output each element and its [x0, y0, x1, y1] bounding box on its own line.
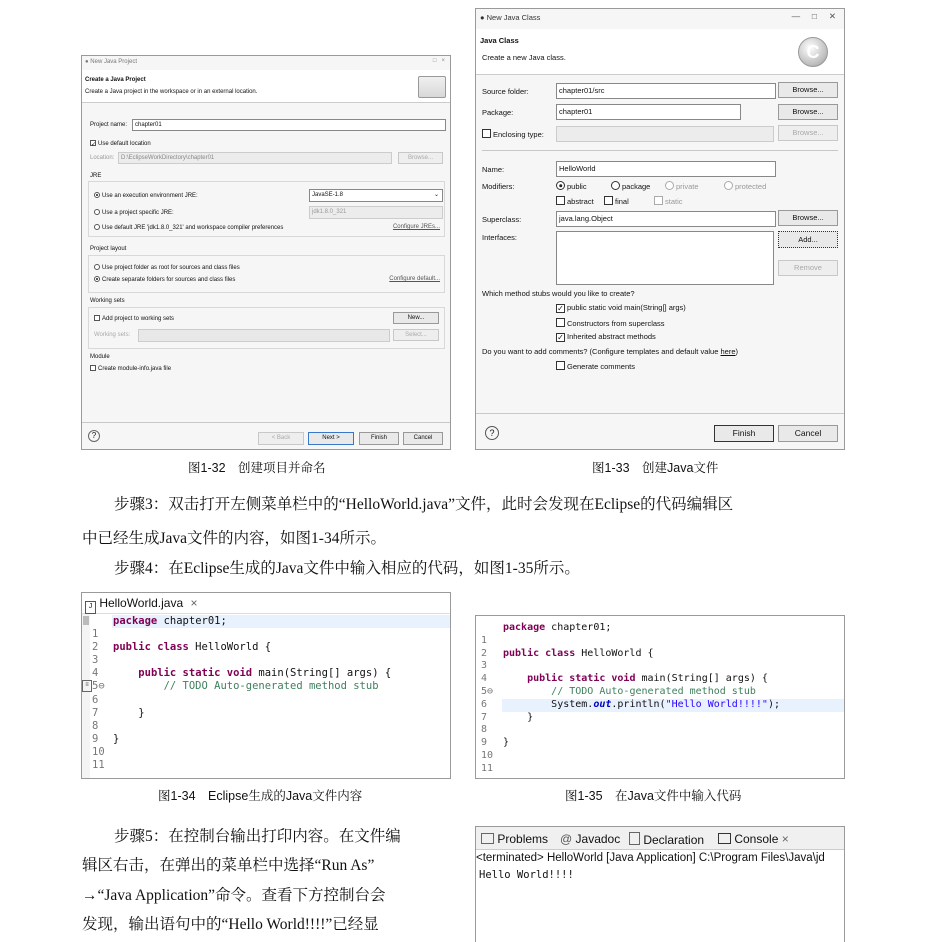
problems-icon	[481, 833, 494, 844]
window-controls[interactable]: □ ×	[432, 58, 445, 64]
modifier-public-radio[interactable]: public	[556, 181, 587, 191]
line-numbers: 1 2 3 4 5⊖ 6 7 8 9 10 11	[92, 628, 105, 772]
superclass-input[interactable]: java.lang.Object	[556, 211, 776, 227]
browse-source-button[interactable]: Browse...	[778, 82, 838, 98]
help-icon[interactable]: ?	[88, 430, 100, 442]
dialog-title: ● New Java Class	[480, 13, 541, 22]
tab-problems[interactable]: Problems	[481, 832, 548, 846]
source-folder-label: Source folder:	[482, 87, 529, 96]
name-label: Name:	[482, 165, 505, 174]
editor-ruler	[82, 614, 90, 778]
caption-fig-1-34: 图1-34 Eclipse生成的Java文件内容	[158, 789, 363, 803]
tab-declaration[interactable]: Declaration	[629, 832, 704, 847]
console-icon	[718, 833, 731, 844]
browse-package-button[interactable]: Browse...	[778, 104, 838, 120]
section-divider	[482, 150, 838, 151]
create-module-checkbox[interactable]: Create module-info.java file	[90, 365, 171, 372]
new-java-class-dialog	[475, 8, 845, 450]
stubs-question: Which method stubs would you like to create?	[482, 289, 635, 298]
source-folder-input[interactable]: chapter01/src	[556, 83, 776, 99]
cancel-button[interactable]: Cancel	[778, 425, 838, 442]
dialog-banner	[476, 29, 844, 75]
working-sets-label: Working sets:	[94, 332, 131, 338]
modifier-private-radio[interactable]: private	[665, 181, 699, 191]
working-sets-group	[88, 307, 445, 349]
module-group-label: Module	[90, 354, 110, 360]
finish-button[interactable]: Finish	[714, 425, 774, 442]
interfaces-list[interactable]	[556, 231, 774, 285]
superclass-label: Superclass:	[482, 215, 522, 224]
select-working-sets-button[interactable]: Select...	[393, 329, 439, 341]
step5-line1: 步骤5：在控制台输出打印内容。在文件编	[114, 828, 401, 845]
java-file-icon: J	[85, 601, 96, 614]
project-name-label: Project name:	[90, 122, 128, 128]
jre-project-specific-radio[interactable]: Use a project specific JRE:	[94, 209, 174, 216]
jre-specific-select[interactable]: jdk1.8.0_321	[309, 206, 443, 219]
bookmark-marker	[83, 616, 89, 625]
working-sets-select[interactable]	[138, 329, 390, 342]
enclosing-type-input[interactable]	[556, 126, 774, 142]
banner-title: Create a Java Project	[85, 77, 146, 83]
project-name-input[interactable]: chapter01	[132, 119, 446, 131]
add-to-working-sets-checkbox[interactable]: Add project to working sets	[94, 315, 174, 322]
editor-tab[interactable]: J HelloWorld.java ×	[85, 596, 198, 614]
use-default-location-checkbox[interactable]: ✓ Use default location	[91, 141, 151, 148]
new-working-set-button[interactable]: New...	[393, 312, 439, 324]
caption-fig-1-35: 图1-35 在Java文件中输入代码	[565, 789, 742, 803]
new-java-project-dialog	[81, 55, 451, 450]
close-icon[interactable]: ×	[781, 832, 789, 846]
modifier-package-radio[interactable]: package	[611, 181, 650, 191]
jre-execution-env-radio[interactable]: Use an execution environment JRE:	[94, 192, 198, 199]
folder-icon	[418, 76, 446, 98]
declaration-icon	[629, 832, 640, 845]
layout-group	[88, 255, 445, 293]
name-input[interactable]: HelloWorld	[556, 161, 776, 177]
stub-constructors-checkbox[interactable]: Constructors from superclass	[556, 318, 665, 328]
modifier-abstract-checkbox[interactable]: abstract	[556, 196, 594, 206]
modifiers-label: Modifiers:	[482, 182, 515, 191]
banner-subtitle: Create a new Java class.	[482, 53, 566, 62]
footer-divider	[82, 422, 450, 423]
working-sets-group-label: Working sets	[90, 298, 125, 304]
step3-line2: 中已经生成Java文件的内容，如图1-34所示。	[82, 530, 386, 547]
generate-comments-checkbox[interactable]: Generate comments	[556, 361, 635, 371]
browse-location-button[interactable]: Browse...	[398, 152, 443, 164]
layout-root-radio[interactable]: Use project folder as root for sources and class files	[94, 264, 240, 271]
step5-line3: →“Java Application”命令。查看下方控制台会	[82, 887, 386, 904]
window-controls[interactable]: — □ ✕	[791, 11, 836, 21]
line-numbers: 1 2 3 4 5⊖ 6 7 8 9 10 11	[481, 634, 494, 774]
add-interface-button[interactable]: Add...	[778, 231, 838, 248]
editor-with-code	[475, 615, 845, 779]
banner-subtitle: Create a Java project in the workspace or in an external location.	[85, 89, 258, 95]
stub-main-checkbox[interactable]: ✓ public static void main(String[] args)	[557, 303, 686, 313]
remove-interface-button[interactable]: Remove	[778, 260, 838, 276]
help-icon[interactable]: ?	[485, 426, 499, 440]
configure-default-link[interactable]: Configure default...	[389, 276, 440, 282]
dialog-banner	[82, 70, 450, 103]
at-icon: @	[560, 832, 573, 846]
close-icon[interactable]: ×	[190, 596, 198, 610]
jre-group-label: JRE	[90, 173, 102, 179]
console-status: <terminated> HelloWorld [Java Application] C:\Program Files\Java\jd	[476, 852, 825, 864]
layout-separate-radio[interactable]: Create separate folders for sources and class files	[94, 276, 235, 283]
location-input[interactable]: D:\EclipseWorkDirectory\chapter01	[118, 152, 392, 164]
cancel-button[interactable]: Cancel	[403, 432, 443, 445]
stub-inherited-checkbox[interactable]: ✓ Inherited abstract methods	[557, 332, 656, 342]
footer-divider	[476, 413, 844, 414]
editor-generated	[81, 592, 451, 779]
modifier-final-checkbox[interactable]: final	[604, 196, 629, 206]
chevron-down-icon: ⌄	[433, 192, 439, 198]
finish-button[interactable]: Finish	[359, 432, 399, 445]
eclipse-icon: ●	[480, 13, 485, 22]
step5-line2: 辑区右击，在弹出的菜单栏中选择“Run As”	[82, 857, 375, 874]
tab-console[interactable]: Console ×	[718, 832, 789, 846]
configure-jres-link[interactable]: Configure JREs...	[392, 224, 440, 230]
tab-javadoc[interactable]: @ Javadoc	[560, 832, 621, 846]
console-output: Hello World!!!!	[479, 869, 574, 881]
jre-env-select[interactable]: JavaSE-1.8 ⌄	[309, 189, 443, 202]
banner-title: Java Class	[480, 36, 519, 45]
package-input[interactable]: chapter01	[556, 104, 741, 120]
step3-line1: 步骤3：双击打开左侧菜单栏中的“HelloWorld.java”文件，此时会发现在Eclipse的代码编辑区	[114, 496, 734, 513]
step5-line4: 发现，输出语句中的“Hello World!!!!”已经显	[82, 916, 379, 933]
step4-paragraph: 步骤4：在Eclipse生成的Java文件中输入相应的代码，如图1-35所示。	[114, 560, 580, 577]
browse-superclass-button[interactable]: Browse...	[778, 210, 838, 226]
task-marker-icon: ≡	[82, 680, 92, 692]
next-button[interactable]: Next >	[308, 432, 354, 445]
class-wizard-icon: C	[798, 37, 828, 67]
back-button[interactable]: < Back	[258, 432, 304, 445]
comments-question: Do you want to add comments? (Configure templates and default value here)	[482, 347, 738, 356]
templates-here-link[interactable]: here	[720, 347, 736, 356]
package-label: Package:	[482, 108, 514, 117]
browse-enclosing-button[interactable]: Browse...	[778, 125, 838, 141]
modifier-static-checkbox[interactable]: static	[654, 196, 683, 206]
caption-fig-1-33: 图1-33 创建Java文件	[592, 461, 719, 475]
dialog-title: ● New Java Project	[85, 59, 137, 65]
interfaces-label: Interfaces:	[482, 233, 518, 242]
source-code[interactable]: package chapter01; public class HelloWorld { public static void main(String[] args) { // TODO Auto-generated method stub } }	[113, 615, 392, 745]
eclipse-icon: ●	[85, 59, 89, 65]
source-code[interactable]: package chapter01; public class HelloWorld { public static void main(String[] args) { // TODO Auto-generated method stub System.out.println("Hello World!!!!"); } }	[503, 622, 780, 749]
location-label: Location:	[90, 155, 115, 161]
modifier-protected-radio[interactable]: protected	[724, 181, 766, 191]
caption-fig-1-32: 图1-32 创建项目并命名	[188, 461, 326, 475]
enclosing-type-checkbox[interactable]: Enclosing type:	[482, 129, 544, 139]
layout-group-label: Project layout	[90, 246, 127, 252]
jre-default-radio[interactable]: Use default JRE 'jdk1.8.0_321' and workspace compiler preferences	[94, 224, 283, 231]
console-view	[475, 826, 845, 942]
